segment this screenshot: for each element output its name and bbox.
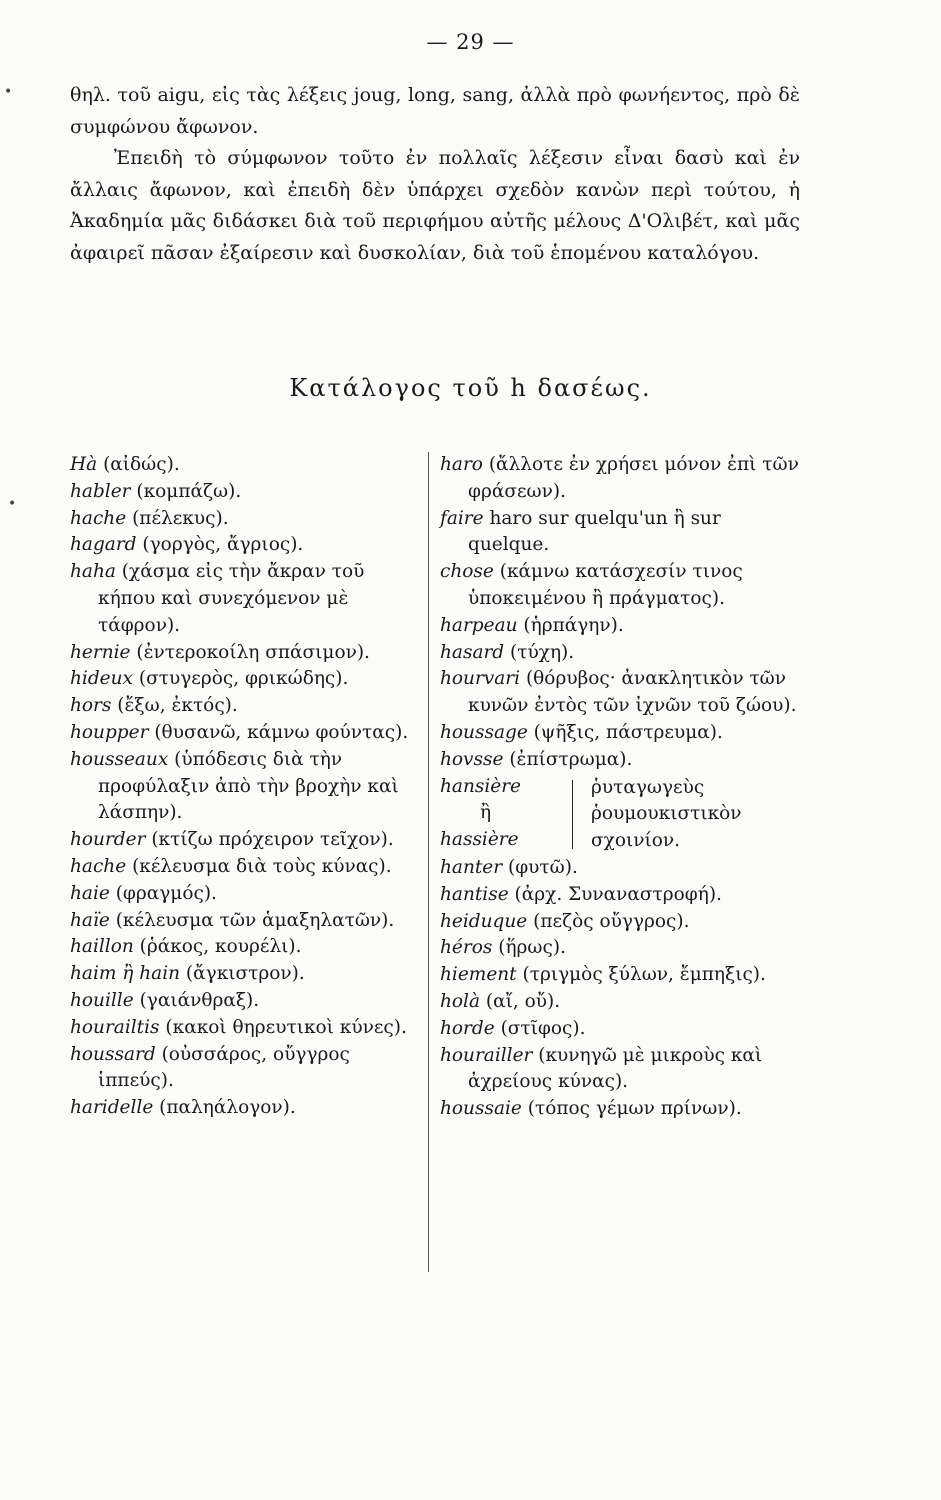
entry-gloss: (ἡρπάγην). [523,614,624,636]
group-gloss: ῥυταγωγεὺς ῥουμουκιστικὸν σχοινίον. [591,776,742,852]
dictionary-entry [440,506,805,560]
entry-headword: hernie [70,641,131,663]
entry-headword: haie [70,882,110,904]
entry-gloss: (ἥρως). [498,937,566,959]
margin-mark: • [8,496,17,512]
entry-gloss: (τύχη). [510,641,575,663]
dictionary-entry [70,988,415,1015]
entry-headword: hasard [440,641,505,663]
entry-gloss: (αἰδώς). [103,454,180,475]
entry-headword: haïe [70,909,110,931]
entry-gloss: (χάσμα εἰς τὴν ἄκραν τοῦ κήπου καὶ συνεχόμενον μὲ τάφρον). [98,561,365,636]
entry-gloss: (στυγερὸς, φρικώδης). [138,668,349,690]
entry-gloss: (ῥάκος, κουρέλι). [139,936,302,958]
group-word: hansière [440,775,522,797]
group-words [440,774,568,855]
entry-headword: haha [70,561,116,583]
entry-gloss: (κάμνω κατάσχεσίν τινος ὑποκειμένου ἢ πράγματος). [468,561,743,609]
entry-headword: faire [440,507,484,529]
entry-headword: hantise [440,883,509,905]
entry-headword: houille [70,989,134,1011]
intro-text [70,80,800,269]
grouped-entry [440,774,805,855]
page-number: — 29 — [426,30,515,54]
group-word: ἢ [480,802,492,824]
dictionary-entry [70,934,415,961]
dictionary-entry [440,882,805,909]
dictionary-entry [440,747,805,774]
dictionary-entry [70,559,415,639]
entry-headword: heiduque [440,910,528,932]
entry-gloss: (φραγμός). [115,882,217,904]
entry-headword: habler [70,480,131,502]
entry-headword: hache [70,855,127,877]
entry-headword: haim ἢ hain [70,963,181,985]
intro-paragraph-2: Ἐπειδὴ τὸ σύμφωνον τοῦτο ἐν πολλαῖς λέξεσιν εἶναι δασὺ καὶ ἐν ἄλλαις ἄφωνον, καὶ ἐπειδὴ δὲν ὑπάρχει σχεδὸν κανὼν περὶ τούτου, ἡ Ἀκαδημία μᾶς διδάσκει διὰ τοῦ περιφήμου αὐτῆς μέλους Δ'Ολιβέτ, καὶ μᾶς ἀφαιρεῖ πᾶσαν ἐξαίρεσιν καὶ δυσκολίαν, διὰ τοῦ ἑπομένου καταλόγου. [70,147,800,264]
dictionary-entry [70,532,415,559]
dictionary-entry [70,720,415,747]
dictionary-entry [70,666,415,693]
entry-gloss: (ἄλλοτε ἐν χρήσει μόνον ἐπὶ τῶν φράσεων). [468,454,799,502]
column-divider [428,452,429,1272]
entry-headword: chose [440,561,494,583]
dictionary-entry [440,989,805,1016]
dictionary-entry [70,827,415,854]
entry-gloss: (κακοὶ θηρευτικοὶ κύνες). [165,1016,407,1038]
dictionary-entry [440,1016,805,1043]
margin-mark: • [4,84,13,100]
entry-headword: housseaux [70,748,169,770]
entry-gloss: (ὑπόδεσις διὰ τὴν προφύλαξιν ἀπὸ τὴν βροχὴν καὶ λάσπην). [98,748,399,824]
dictionary-entry [440,452,805,506]
entry-headword: harpeau [440,614,518,636]
entry-headword: hache [70,507,127,529]
entry-gloss: (κομπάζω). [136,480,242,502]
right-entries-b [440,855,805,1123]
entry-headword: hideux [70,668,133,690]
dictionary-entry [440,909,805,936]
entry-gloss: (γοργὸς, ἄγριος). [142,534,304,556]
right-column [440,452,805,1123]
entry-gloss: (ἔξω, ἐκτός). [117,695,238,717]
dictionary-entry [70,881,415,908]
dictionary-entry [440,935,805,962]
entry-gloss: (αἴ, οὔ). [485,990,561,1012]
entry-gloss: (στῖφος). [500,1017,586,1039]
entry-gloss: (πεζὸς οὔγγρος). [533,910,690,932]
entry-gloss: (παληάλογον). [159,1097,296,1119]
dictionary-entry [440,613,805,640]
entry-headword: hourailtis [70,1016,160,1038]
entry-headword: haridelle [70,1097,154,1119]
dictionary-entry [70,1095,415,1122]
dictionary-entry [70,640,415,667]
intro-paragraph-1: θηλ. τοῦ aigu, εἰς τὰς λέξεις joug, long, sang, ἀλλὰ πρὸ φωνήεντος, πρὸ δὲ συμφώνου ἄφωνον. [70,84,800,138]
dictionary-entry [70,961,415,988]
entry-gloss: (γαιάνθραξ). [139,989,260,1011]
entry-headword: haro [440,454,483,475]
entry-gloss: (ψῆξις, πάστρευμα). [533,721,723,743]
group-brace [572,780,583,849]
dictionary-entry [70,693,415,720]
entry-gloss: (τριγμὸς ξύλων, ἔμπηξις). [522,964,766,986]
dictionary-entry [70,452,415,479]
catalog-heading: Κατάλογος τοῦ h δασέως. [289,374,652,402]
entry-headword: holà [440,990,480,1012]
entry-gloss: (ἐντεροκοίλη σπάσιμον). [136,641,370,663]
entry-headword: hanter [440,856,503,878]
entry-gloss: haro sur quelqu'un ἢ sur quelque. [468,507,721,556]
dictionary-entry [70,854,415,881]
entry-headword: hovsse [440,748,504,770]
entry-headword: hourvari [440,668,521,690]
entry-headword: hiement [440,964,517,986]
entry-headword: horde [440,1017,495,1039]
entry-gloss: (κυνηγῶ μὲ μικροὺς καὶ ἀχρείους κύνας). [468,1044,763,1093]
entry-gloss: (ἐπίστρωμα). [509,748,633,770]
group-word: hassière [440,829,519,851]
dictionary-entry [70,506,415,533]
dictionary-entry [440,855,805,882]
entry-headword: houpper [70,721,149,743]
dictionary-entry [440,962,805,989]
dictionary-entry [440,666,805,720]
dictionary-entry [440,1043,805,1097]
dictionary-entry [440,720,805,747]
entry-gloss: (ἄγκιστρον). [185,963,305,985]
left-column [70,452,415,1122]
dictionary-entry [440,1096,805,1123]
entry-headword: héros [440,937,493,959]
dictionary-entry [440,559,805,613]
entry-headword: haillon [70,936,134,958]
entry-headword: houssage [440,721,528,743]
entry-headword: hourailler [440,1044,533,1066]
dictionary-entry [70,1042,415,1096]
dictionary-entry [70,747,415,827]
entry-headword: hourder [70,829,146,851]
dictionary-entry [70,908,415,935]
dictionary-entry [70,479,415,506]
entry-gloss: (οὐσσάρος, οὔγγρος ἱππεύς). [98,1043,350,1092]
entry-gloss: (κτίζω πρόχειρον τεῖχον). [151,829,394,851]
entry-gloss: (ἀρχ. Συναναστροφή). [514,883,722,905]
entry-gloss: (κέλευσμα διὰ τοὺς κύνας). [132,855,392,877]
entry-headword: Hà [70,454,98,475]
entry-headword: hagard [70,534,137,556]
entry-gloss: (κέλευσμα τῶν ἁμαξηλατῶν). [115,909,395,931]
entry-headword: hors [70,695,112,717]
entry-headword: houssaie [440,1098,522,1120]
entry-gloss: (τόπος γέμων πρίνων). [527,1098,742,1120]
entry-gloss: (θόρυβος· ἀνακλητικὸν τῶν κυνῶν ἐντὸς τῶν ἰχνῶν τοῦ ζώου). [468,668,797,717]
dictionary-entry [440,640,805,667]
entry-gloss: (πέλεκυς). [132,507,229,529]
dictionary-entry [70,1015,415,1042]
right-entries-a [440,452,805,774]
entry-headword: houssard [70,1043,156,1065]
entry-gloss: (θυσανῶ, κάμνω φούντας). [154,721,409,743]
entry-gloss: (φυτῶ). [507,856,578,878]
